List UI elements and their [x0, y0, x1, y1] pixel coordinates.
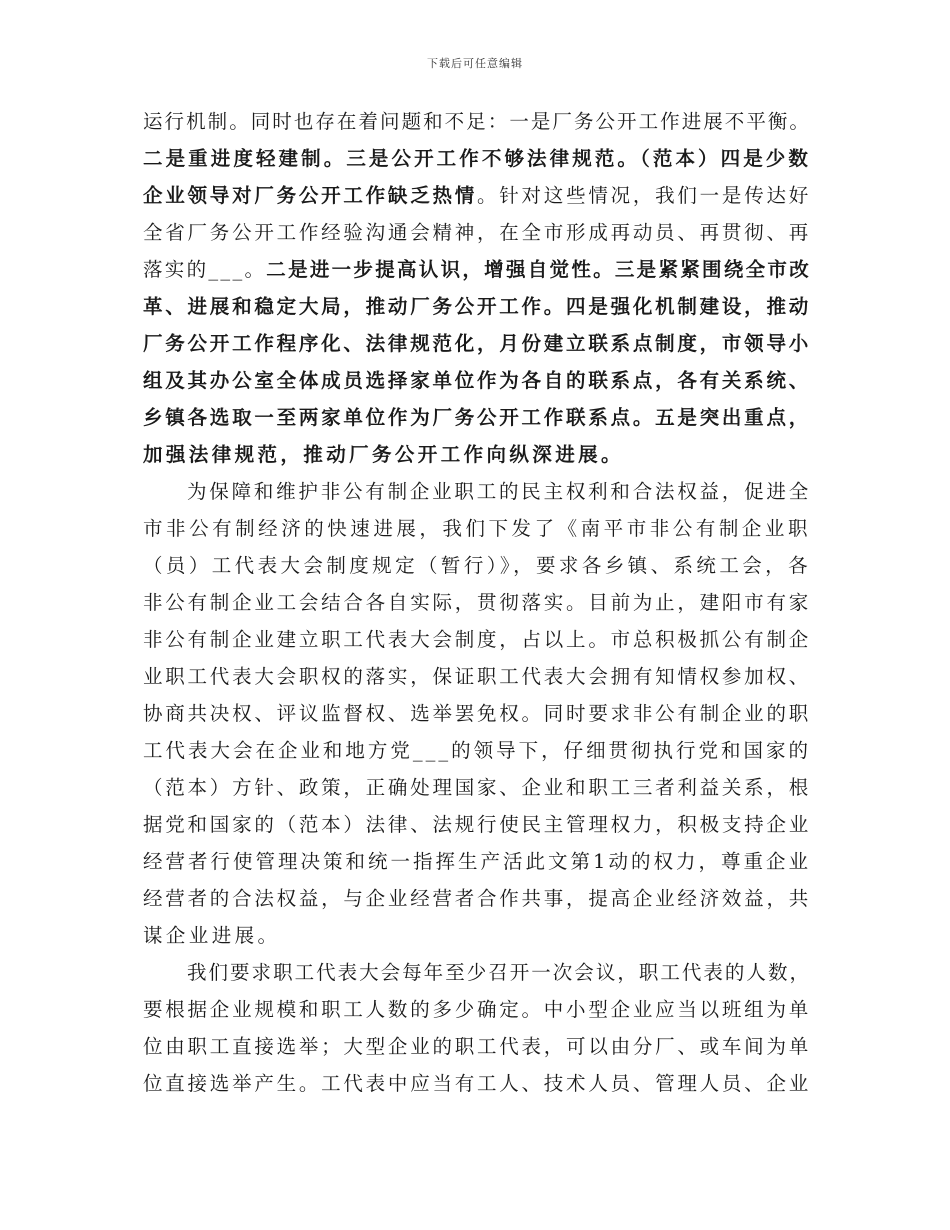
body-text: 协商共决权、评议监督权、选举罢免权。同时要求非公有制企业的职	[143, 702, 811, 725]
text-line	[143, 806, 811, 843]
body-text: （范本）方针、政策，正确处理国家、企业和职工三者利益关系，根	[143, 776, 811, 799]
text-line	[143, 288, 811, 325]
body-text: 落实的___。	[143, 258, 267, 281]
body-text: 非公有制企业建立职工代表大会制度，占以上。市总积极抓公有制企	[143, 628, 811, 651]
text-line	[143, 843, 811, 880]
text-line	[143, 214, 811, 251]
body-text: 业职工代表大会职权的落实，保证职工代表大会拥有知情权参加权、	[143, 665, 811, 688]
text-line	[143, 399, 811, 436]
body-text: 市非公有制经济的快速进展，我们下发了《南平市非公有制企业职	[143, 517, 811, 540]
body-text: 位由职工直接选举；大型企业的职工代表，可以由分厂、或车间为单	[143, 1035, 811, 1058]
body-text: 我们要求职工代表大会每年至少召开一次会议，职工代表的人数，	[187, 961, 811, 984]
body-text: 要根据企业规模和职工人数的多少确定。中小型企业应当以班组为单	[143, 998, 811, 1021]
text-line	[143, 547, 811, 584]
body-text: 运行机制。同时也存在着问题和不足：一是厂务公开工作进展不平衡。	[143, 110, 811, 133]
bold-text: 革、进展和稳定大局，推动厂务公开工作。四是强化机制建设，推动	[143, 295, 811, 318]
body-text: 为保障和维护非公有制企业职工的民主权利和合法权益，促进全	[187, 480, 811, 503]
text-line	[143, 584, 811, 621]
text-line	[143, 917, 811, 954]
bold-text: 乡镇各选取一至两家单位作为厂务公开工作联系点。五是突出重点，	[143, 406, 811, 429]
text-line	[143, 251, 811, 288]
text-line	[143, 732, 811, 769]
bold-text: 组及其办公室全体成员选择家单位作为各自的联系点，各有关系统、	[143, 369, 811, 392]
text-line	[143, 510, 811, 547]
bold-text: 加强法律规范，推动厂务公开工作向纵深进展。	[143, 443, 624, 466]
text-line	[143, 436, 811, 473]
page-header: 下载后可任意编辑	[427, 57, 523, 70]
body-text: 位直接选举产生。工代表中应当有工人、技术人员、管理人员、企业	[143, 1072, 811, 1095]
text-line	[143, 621, 811, 658]
body-text: 经营者的合法权益，与企业经营者合作共事，提高企业经济效益，共	[143, 887, 811, 910]
body-text: 全省厂务公开工作经验沟通会精神，在全市形成再动员、再贯彻、再	[143, 221, 811, 244]
text-line	[143, 658, 811, 695]
document-body	[143, 103, 811, 1102]
text-line	[143, 140, 811, 177]
body-text: 谋企业进展。	[143, 924, 281, 947]
bold-text: 企业领导对厂务公开工作缺乏热情	[143, 184, 477, 207]
bold-text: 厂务公开工作程序化、法律规范化，月份建立联系点制度，市领导小	[143, 332, 811, 355]
text-line	[143, 325, 811, 362]
text-line	[143, 473, 811, 510]
text-line	[143, 362, 811, 399]
body-text: 经营者行使管理决策和统一指挥生产活此文第1动的权力，尊重企业	[143, 850, 811, 873]
text-line	[143, 880, 811, 917]
body-text: 据党和国家的（范本）法律、法规行使民主管理权力，积极支持企业	[143, 813, 811, 836]
body-text: 非公有制企业工会结合各自实际，贯彻落实。目前为止，建阳市有家	[143, 591, 811, 614]
text-line	[143, 769, 811, 806]
text-line	[143, 991, 811, 1028]
text-line	[143, 954, 811, 991]
bold-text: 二是进一步提高认识，增强自觉性。三是紧紧围绕全市改	[266, 258, 811, 281]
body-text: （员）工代表大会制度规定（暂行）》，要求各乡镇、系统工会，各	[143, 554, 811, 577]
text-line	[143, 103, 811, 140]
body-text: 。针对这些情况，我们一是传达好	[477, 184, 811, 207]
text-line	[143, 177, 811, 214]
text-line	[143, 1065, 811, 1102]
text-line	[143, 695, 811, 732]
bold-text: 二是重进度轻建制。三是公开工作不够法律规范。（范本）四是少数	[143, 147, 811, 170]
text-line	[143, 1028, 811, 1065]
body-text: 工代表大会在企业和地方党___的领导下，仔细贯彻执行党和国家的	[143, 739, 811, 762]
